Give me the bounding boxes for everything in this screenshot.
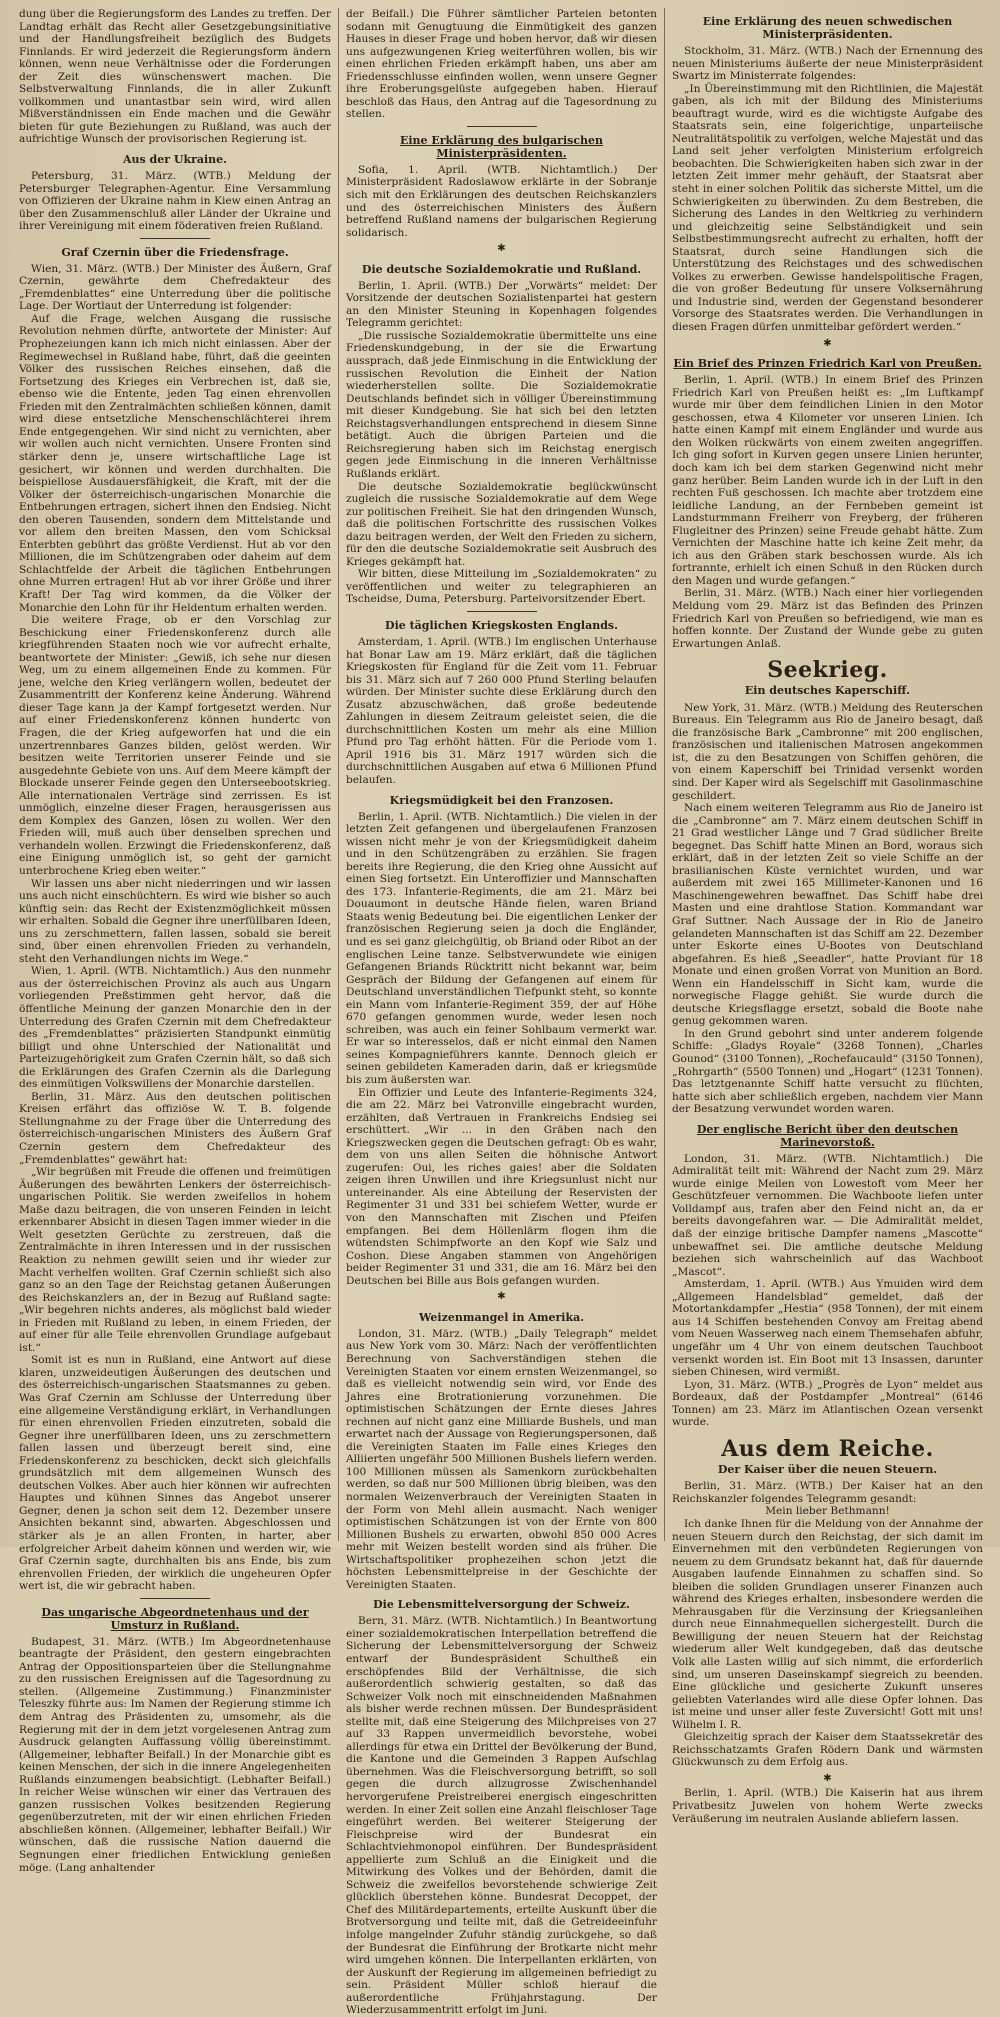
headline-raider-ship: Ein deutsches Kaperschiff. <box>744 684 911 698</box>
article-czernin-p6: Berlin, 31. März. Aus den deutschen politischen Kreisen erfährt das offiziöse W. T. B. folgende Stellungnahme zu der Frage über die Unterredung des österreichisch-ungarischen Ministers des Äußern Graf Czernin gestern dem Chefredakteur des „Fremdenblattes“ gewährt hat: <box>19 1090 331 1166</box>
article-kaiser-p3: Gleichzeitig sprach der Kaiser dem Staatssekretär des Reichsschatzamts Grafen Rödern Dank und wärmsten Glückwunsch zu dem Erfolg aus. <box>672 1731 983 1769</box>
column-middle <box>338 8 664 2017</box>
headline-ukraine: Aus der Ukraine. <box>122 153 227 167</box>
article-french-p1: Berlin, 1. April. (WTB. Nichtamtlich.) Die vielen in der letzten Zeit gefangenen und übergelaufenen Franzosen wissen nicht mehr je von der Kriegsmüdigkeit daheim und in den Schützengräben zu erzählen. Sie fragen bereits ihre Regierung, die den Krieg ohne Aussicht auf einen Sieg fortsetzt. Ein Unteroffizier und Mannschaften des 173. Infanterie-Regiments, die am 21. März bei Douaumont in deutsche Hände fielen, waren Briand Staats wenig Bedeutung bei. Die eigentlichen Lenker der französischen Regierung seien ja doch die Engländer, und es sei ganz gleichgültig, ob Briand oder Ribot an der englischen Leine tanze. Selbstverwundete wie einigen Gefangenen Briands Rücktritt nicht bekannt war, beim Gespräch der Bildung der Gefangenen auf einem für Deutschland unverständlichen Tiefpunkt steht, so konnte ein Mann vom Infanterie-Regiment 359, der auf Höhe 670 gefangen genommen wurde, weder lesen noch schreiben, was auch ein feiner Sohlbaum vermerkt war. Er war so interesselos, daß er nicht einmal den Namen seines Kompagnieführers kannte. Dennoch gleich er seinen gebildeten Kameraden darin, daß er kriegsmüde bis zum äußersten war. <box>346 810 657 1087</box>
article-czernin-p4: Wir lassen uns aber nicht niederringen und wir lassen uns auch nicht einschüchtern. Es wird wie bisher so auch künftig sein: das Recht der Existenzmöglichkeit müssen wir erhalten. Sobald die Gegner ihre unerfüllbaren Ideen, uns zu zerschmettern, fallen lassen, sobald sie bereit sind, über einen ehrenvollen Frieden zu verhandeln, steht den Verhandlungen nichts im Wege.“ <box>19 877 331 965</box>
section-star: ✱ <box>823 337 832 349</box>
article-prince-letter-p1: Berlin, 1. April. (WTB.) In einem Brief des Prinzen Friedrich Karl von Preußen heißt es: „Im Luftkampf wurde mir über dem feindlichen Linien in den Motor geschossen, etwa 4 Kilometer vor unseren Linien. Ich hatte einen Kampf mit einem Engländer und wurde aus den Wolken rückwärts von einem zweiten angegriffen. Ich ging sofort in Kurven gegen unsere Linien herunter, doch kam ich bei dem starken Gegenwind nicht mehr ganz herüber. Beim Landen wurde ich in der Luft in den rechten Fuß geschossen. Ich machte aber trotzdem eine leidliche Landung, an der Fernbeben gemeint ist Landsturmmann Freiherr von Freyberg, der früheren Flugleitner des Prinzen) seine Freude gehabt hätte. Zum Vernichten der Maschine hatte ich keine Zeit mehr, da ich aus den Gräben stark beschossen wurde. Als ich fortrannte, erhielt ich einen Schuß in den Rücken durch den Magen und wurde gefangen.“ <box>672 374 983 587</box>
article-kaiser-salutation: Mein lieber Bethmann! <box>765 1505 890 1518</box>
headline-czernin: Graf Czernin über die Friedensfrage. <box>61 245 289 259</box>
article-raider-p1: New York, 31. März. (WTB.) Meldung des Reuterschen Bureaus. Ein Telegramm aus Rio de Janeiro besagt, daß die französische Bark „Cambronne“ mit 200 englischen, französischen und italienischen Matrosen angekommen ist, die zu den Besatzungen von Schiffen gehören, die von einem Kaperschiff bei Trinidad versenkt worden sind. Der Kaper wird als Segelschiff mit Gasolinmaschine geschildert. <box>672 701 983 802</box>
headline-swedish-pm: Eine Erklärung des neuen schwedischen Ministerpräsidenten. <box>702 15 953 41</box>
headline-french-war-weariness: Kriegsmüdigkeit bei den Franzosen. <box>389 793 614 807</box>
headline-social-democracy: Die deutsche Sozialdemokratie und Rußland. <box>361 262 642 276</box>
article-wheat-shortage: London, 31. März. (WTB.) „Daily Telegraph“ meldet aus New York vom 30. März: Nach der veröffentlichten Berechnung von Sachverständigen stehen die Vereinigten Staaten vor einem ernsten Weizenmangel, so daß es vielleicht notwendig sein wird, vor Ende des Jahres eine Brotrationierung vorzunehmen. Die optimistischen Schätzungen der Ernte dieses Jahres rechnen auf nicht ganz eine Milliarde Bushels, und man erwartet nach der Aussage von Regierungspersonen, daß die Vereinigten Staaten im Falle eines Krieges den Alliierten ungefähr 500 Millionen Bushels liefern werden. 100 Millionen müssen als Samenkorn zurückbehalten werden, so daß nur 500 Millionen übrig bleiben, was den normalen Weizenverbrauch der Vereinigten Staaten in der Form von Mehl allein ausmacht. Nach weniger optimistischen Schätzungen ist von der Ernte von 800 Millionen Bushels zu erwarten, obwohl 850 000 Acres mehr mit Weizen bestellt worden sind als früher. Die Wirtschaftspolitiker prophezeihen schon jetzt die höchsten Lebensmittelpreise in der Geschichte der Vereinigten Staaten. <box>346 1327 657 1591</box>
article-empress-jewels: Berlin, 1. April. (WTB.) Die Kaiserin hat aus ihrem Privatbesitz Juwelen von hohem Werte zwecks Veräußerung im neutralen Auslande abliefern lassen. <box>672 1787 983 1825</box>
article-war-costs: Amsterdam, 1. April. (WTB.) Im englischen Unterhause hat Bonar Law am 19. März erklärt, daß die täglichen Kriegskosten für England für die Zeit vom 11. Februar bis 31. März sich auf 7 260 000 Pfund Sterling belaufen würden. Der Minister suchte diese Erklärung durch den Zusatz abzuschwächen, daß große bedeutende Zahlungen in diesem Zeitraum geleistet seien, die die durchschnittlichen Kosten um mehr als eine Million Pfund pro Tag erhöht hätten. Für die Periode vom 1. April 1916 bis 31. März 1917 würden sich die durchschnittlichen Ausgaben auf etwa 6 Millionen Pfund belaufen. <box>346 635 657 786</box>
headline-wheat-shortage: Weizenmangel in Amerika. <box>418 1310 585 1324</box>
section-star: ✱ <box>497 1291 506 1303</box>
article-finland-continuation: dung über die Regierungsform des Landes zu treffen. Der Landtag erhält das Recht aller Gesetzgebungsinitiative und der Handlungsfreiheit bezüglich des Budgets Finnlands. Er wird jederzeit die Regierungsform ändern können, wenn neue Verhältnisse oder die Forderungen der Zeit dies wünschenswert machen. Die Selbstverwaltung Finnlands, die in aller Zukunft vollkommen und unantastbar sein wird, wird allen Mißverständnissen ein Ende machen und die Gewähr bieten für gute Beziehungen zu Rußland, was auch der aufrichtige Wunsch der provisorischen Regierung ist. <box>19 8 331 146</box>
article-kaiser-p2: Ich danke Ihnen für die Meldung von der Annahme der neuen Steuern durch den Reichstag, der sich damit im Einvernehmen mit den verbündeten Regierungen von neuem zu dem Grundsatz bekannt hat, daß für dauernde Ausgaben laufende Einnahmen zu schaffen sind. So bleiben die soliden Grundlagen unserer Finanzen auch während des Krieges erhalten, insbesondere werden die Mehrausgaben für die Verzinsung der Kriegsanleihen durch neue Einnahmequellen sichergestellt. Durch die Bewilligung der neuen Steuern hat der Reichstag wiederum aller Welt kundgegeben, daß das deutsche Volk alle Lasten willig auf sich nimmt, die erforderlich sind, um unseren Daseinskampf siegreich zu beenden. Eine glückliche und gesicherte Zukunft unseres geliebten Vaterlandes wird alle diese Opfer lohnen. Das ist meine und unser aller feste Zuversicht! Gott mit uns! Wilhelm I. R. <box>672 1517 983 1731</box>
headline-war-costs: Die täglichen Kriegskosten Englands. <box>385 618 618 632</box>
article-czernin-p8: Somit ist es nun in Rußland, eine Antwort auf diese klaren, unzweideutigen Äußerungen des deutschen und des österreichisch-ungarischen Staatsmannes zu geben. Was Graf Czernin am Schlusse der Unterredung über eine allgemeine Verständigung erklärt, in Verhandlungen für einen ehrenvollen Frieden einzutreten, sobald die Gegner ihre unerfüllbaren Ideen, uns zu zerschmettern fallen lassen und überzeugt bereit sind, eine Friedenskonferenz zu beschicken, deckt sich gleichfalls grundsätzlich mit dem allgemeinen Wunsch des deutschen Volkes. Aber auch hier können wir aufrechten Hauptes und kühnen Sinnes das Angebot unserer Gegner, denen ja schon seit dem 12. Dezember unsere Ansichten bekannt sind, abwarten. Abgeschlossen und stärker als je an allen Fronten, in harter, aber erfolgreicher Arbeit daheim können und werden wir, wie Graf Czernin sagte, durchhalten bis ans Ende, bis zum ehrenvollen Frieden, der wirklich die ungeheuren Opfer wert ist, die wir gebracht haben. <box>19 1354 331 1593</box>
headline-hungarian-parliament: Das ungarische Abgeordnetenhaus und der Umsturz in Rußland. <box>41 1605 309 1632</box>
headline-swiss-food-supply: Die Lebensmittelversorgung der Schweiz. <box>373 1598 630 1612</box>
headline-kaiser-taxes: Der Kaiser über die neuen Steuern. <box>717 1462 938 1476</box>
article-social-democracy-p1: Berlin, 1. April. (WTB.) Der „Vorwärts“ meldet: Der Vorsitzende der deutschen Sozialistenpartei hat gestern an den Minister Steuning in Kopenhagen folgendes Telegramm gerichtet: <box>346 279 657 330</box>
article-french-p2: Ein Offizier und Leute des Infanterie-Regiments 324, die am 22. März bei Vatronville eingebracht wurden, erzählten, daß Vertrauen in Frankreichs Endsieg sei erschüttert. „Wir ... in den Gräben nach den Kriegszwecken gegen die Deutschen gefragt: Ob es wahr, dem von uns allen Seiten die höhnische Antwort zugerufen: Oui, les riches gaies! aber die Soldaten zeigen ihren Unwillen und ihre Kriegsunlust nicht nur untereinander. Als eine Abteilung der Reservisten der Regimenter 31 und 331 bei schiefem Wetter, wurde er von den Mannschaften mit Zischen und Pfeifen empfangen. Bei dem Höllenlärm flogen ihm die wütendsten Schimpfworte an den Kopf wie Salz und Coshon. Diese Angaben stammen von Angehörigen beider Regimenter 31 und 331, die am 16. März bei den Deutschen bei Bille aus Bois gefangen wurden. <box>346 1086 657 1287</box>
article-raider-p2: Nach einem weiteren Telegramm aus Rio de Janeiro ist die „Cambronne“ am 7. März einem deutschen Schiff in 21 Grad westlicher Länge und 7 Grad südlicher Breite begegnet. Das Schiff hatte Minen an Bord, woraus sich erklärt, daß in der letzten Zeit so viele Schiffe an der brasilianischen Küste vernichtet wurden, und war außerdem mit zwei 165 Millimeter-Kanonen und 16 Maschinengewehren bewaffnet. Das Schiff habe drei Masten und eine drahtlose Station. Kommandant war Graf Suttner. Nach Aussage der in Rio de Janeiro gelandeten Mannschaften ist das Schiff am 22. Dezember unter Eskorte eines U-Bootes von Deutschland abgefahren. Es hieß „Seeadler“, hatte Proviant für 18 Monate und einen großen Vorrat von Munition an Bord. Wenn ein Handelsschiff in Sicht kam, wurde die norwegische Flagge gehißt. Sie wurde durch die deutsche Kriegsflagge ersetzt, sobald die Boote nahe genug gekommen waren. <box>672 802 983 1028</box>
divider <box>467 126 537 127</box>
divider <box>140 1598 210 1599</box>
article-hungarian-continuation: der Beifall.) Die Führer sämtlicher Parteien betonten sodann mit Genugtuung die Einmütigkeit des ganzen Hauses in dieser Frage und hoben hervor, daß wir diesen uns aufgezwungenen Krieg weiterführen wollen, bis wir einen ehrlichen Frieden erkämpft haben, uns aber am Friedensschlusse einfinden wollen, wenn unsere Gegner ihre Eroberungsgelüste aufgegeben haben. Hierauf beschloß das Haus, den Antrag auf die Tagesordnung zu stellen. <box>346 8 657 121</box>
column-right <box>664 8 990 1825</box>
column-left <box>12 8 338 1874</box>
divider <box>140 238 210 239</box>
section-star: ✱ <box>823 1772 832 1784</box>
article-naval-raid-p1: London, 31. März. (WTB. Nichtamtlich.) Die Admiralität teilt mit: Während der Nacht zum 29. März wurde einige Meilen von Lowestoft vom Meer her Geschützfeuer vernommen. Die Wachboote liefen unter Volldampf aus, trafen aber den Feind nicht an, da er bereits davongefahren war. — Die Admiralität meldet, daß der einzige britische Dampfer namens „Mascotte“ unbewaffnet sei. Die amtliche deutsche Meldung beziehen sich wahrscheinlich auf das Wachboot „Mascot“. <box>672 1152 983 1278</box>
article-kaiser-p1: Berlin, 31. März. (WTB.) Der Kaiser hat an den Reichskanzler folgendes Telegramm gesandt: <box>672 1480 983 1505</box>
article-naval-raid-p2: Amsterdam, 1. April. (WTB.) Aus Ymuiden wird dem „Allgemeen Handelsblad“ gemeldet, daß der Motortankdampfer „Hestia“ (958 Tonnen), der mit einem aus 14 Schiffen bestehenden Convoy am Freitag abend vom Neuen Wasserweg nach einem Themsehafen abfuhr, ungefähr um 4 Uhr von einem deutschen Tauchboot versenkt worden ist. Ein Boot mit 13 Insassen, darunter sieben Chinesen, wird vermißt. <box>672 1278 983 1379</box>
article-czernin-p1: Wien, 31. März. (WTB.) Der Minister des Äußern, Graf Czernin, gewährte dem Chefredakteur des „Fremdenblattes“ eine Unterredung über die politische Lage. Der Wortlaut der Unterredung ist folgender: <box>19 262 331 313</box>
section-star: ✱ <box>497 243 506 255</box>
section-title-reich: Aus dem Reiche. <box>721 1435 934 1462</box>
article-raider-p3: In den Grund gebohrt sind unter anderem folgende Schiffe: „Gladys Royale“ (3268 Tonnen), „Charles Gounod“ (3100 Tonnen), „Rochefaucauld“ (3150 Tonnen), „Rohrgarth“ (5500 Tonnen) und „Hogart“ (1231 Tonnen). Das letztgenannte Schiff hatte versucht zu flüchten, hatte sich aber schließlich ergeben, nachdem vier Mann der Besatzung verwundet worden waren. <box>672 1027 983 1116</box>
article-prince-letter-p2: Berlin, 31. März. (WTB.) Nach einer hier vorliegenden Meldung vom 29. März ist das Befinden des Prinzen Friedrich Karl von Preußen so befriedigend, wie man es hoffen konnte. Der Zustand der Wunde gebe zu guten Erwartungen Anlaß. <box>672 587 983 650</box>
article-social-democracy-p4: Wir bitten, diese Mitteilung im „Sozialdemokraten“ zu veröffentlichen und weiter zu telegraphieren an Tscheidse, Duma, Petersburg. Parteivorsitzender Ebert. <box>346 568 657 606</box>
article-bulgarian-pm: Sofia, 1. April. (WTB. Nichtamtlich.) Der Ministerpräsident Radoslawow erklärte in der Sobranje sich mit den Erklärungen des deutschen Reichskanzlers und des österreichischen Ministers des Äußern betreffend Rußland namens der bulgarischen Regierung solidarisch. <box>346 163 657 239</box>
article-ukraine: Petersburg, 31. März. (WTB.) Meldung der Petersburger Telegraphen-Agentur. Eine Versammlung von Offizieren der Ukraine nahm in Kiew einen Antrag an über den Zusammenschluß aller Länder der Ukraine und ihrer Vereinigung mit einem föderativen freien Rußland. <box>19 170 331 233</box>
article-social-democracy-p3: Die deutsche Sozialdemokratie beglückwünscht zugleich die russische Sozialdemokratie auf dem Wege zur politischen Freiheit. Sie hat den dringenden Wunsch, daß die politischen Fortschritte des russischen Volkes dazu beitragen werden, der Welt den Frieden zu sichern, für den die deutsche Sozialdemokratie seit Ausbruch des Krieges gekämpft hat. <box>346 480 657 568</box>
headline-naval-raid-report: Der englische Bericht über den deutschen Marinevorstoß. <box>696 1122 959 1149</box>
article-czernin-p2: Auf die Frage, welchen Ausgang die russische Revolution nehmen dürfte, antwortete der Minister: Auf Prophezeiungen kann ich mich nicht einlassen. Aber der Regimewechsel in Rußland habe, führt, daß die geeinten Völker des russischen Reiches einsehen, daß die Fortsetzung des Krieges ein Verbrechen ist, daß sie, ebenso wie die Entente, jeden Tag einen ehrenvollen Frieden mit den Zentralmächten schließen können, damit wird diese entsetzliche Menschenschlächterei ihrem Ende entgegengehen. Wir sind nicht zu vernichten, aber wir wollen auch nicht vernichten. Unsere Fronten sind stärker denn je, unsere wirtschaftliche Lage ist gesichert, wir können und werden durchhalten. Die beispiellose Ausdauersfähigkeit, die Kraft, mit der die Völker der österreichisch-ungarischen Monarchie die Entbehrungen ertragen, sichert ihnen den Endsieg. Nicht den oberen Tausenden, sondern dem Mittelstande und vor allem den breiten Massen, den vom Schicksal Enterbten gebührt das größte Verdienst. Hut ab vor den Millionen, die im Schützengraben oder daheim auf dem Schlachtfelde der Arbeit die täglichen Entbehrungen ohne Murren ertragen! Hut ab vor ihrer Größe und ihrer Kraft! Der Tag wird kommen, da die Völker der Monarchie den Lohn für ihr Heldentum erhalten werden. <box>19 312 331 614</box>
section-title-naval-war: Seekrieg. <box>767 657 888 684</box>
headline-bulgarian-pm: Eine Erklärung des bulgarischen Ministerpräsidenten. <box>399 133 604 160</box>
article-swedish-p1: Stockholm, 31. März. (WTB.) Nach der Ernennung des neuen Ministeriums äußerte der neue Ministerpräsident Swartz im Ministerrate folgendes: <box>672 45 983 83</box>
article-swedish-p2: „In Übereinstimmung mit den Richtlinien, die Majestät gaben, als ich mit der Bildung des Ministeriums beauftragt wurde, wird es die wichtigste Aufgabe des Staatsrats sein, eine folgerichtige, unparteiische Neutralitätspolitik zu verfolgen, welche Majestät und das Land seit jeher verfolgten Ministerium erfolgreich beobachten. Die Schwierigkeiten haben sich zwar in der letzten Zeit immer mehr gehäuft, der Staatsrat aber steht in einer solchen Politik das sicherste Mittel, um die Schwierigkeiten zu überwinden. Zu dem Bestreben, die Sicherung des Landes in den Weltkrieg zu verhindern und gleichzeitig seine Selbständigkeit und sein Selbstbestimmungsrecht aufrecht zu erhalten, hofft der Staatsrat, durch seine Handlungen sich die Unterstützung des Reichstages und des schwedischen Volkes zu erwerben. Gewisse handelspolitische Fragen, die von großer Bedeutung für unsere Volksernährung und Industrie sind, werden der Gegenstand besonderer Vorsorge des Staatsrates werden. Die Verhandlungen in diesen Fragen dürfen unmittelbar gefördert werden.“ <box>672 82 983 334</box>
divider <box>467 611 537 612</box>
article-czernin-p5: Wien, 1. April. (WTB. Nichtamtlich.) Aus den nunmehr aus der österreichischen Provinz als auch aus Ungarn vorliegenden Preßstimmen geht hervor, daß die öffentliche Meinung der ganzen Monarchie den in der Unterredung des Grafen Czernin mit dem Chefredakteur des „Fremdenblattes“ präzisierten Standpunkt einmütig billigt und ohne Unterschied der Nationalität und Parteizugehörigkeit zum Grafen Czernin hält, so daß sich die Erklärungen des Grafen Czernin als die Darlegung des einmütigen Volkswillens der Monarchie darstellen. <box>19 965 331 1091</box>
article-naval-raid-p3: Lyon, 31. März. (WTB.) „Progrès de Lyon“ meldet aus Bordeaux, daß der Postdampfer „Montreal“ (6146 Tonnen) am 23. März im Atlantischen Ozean versenkt wurde. <box>672 1378 983 1429</box>
article-czernin-p7: „Wir begrüßen mit Freude die offenen und freimütigen Äußerungen des bewährten Lenkers der österreichisch-ungarischen Politik. Sie werden zweifellos in hohem Maße dazu beitragen, die von unseren Feinden in leicht erkennbarer Absicht in diesen Tagen immer wieder in die Welt gesetzten Gerüchte zu zerstreuen, daß die Zentralmächte in ihren Interessen und in der russischen Reaktion zu nehmen gewillt seien und ihr wieder zur Macht verhelfen wollten. Graf Czernin schließt sich also ganz so an den Tage der Reichstag getanen Äußerungen des Reichskanzlers an, der in Bezug auf Rußland sagte: „Wir begehren nichts anderes, als möglichst bald wieder in Frieden mit Rußland zu leben, in einem Frieden, der auf einer für alle Teile ehrenvollen Grundlage aufgebaut ist.“ <box>19 1166 331 1354</box>
headline-prince-letter: Ein Brief des Prinzen Friedrich Karl von Preußen. <box>673 357 982 371</box>
article-social-democracy-p2: „Die russische Sozialdemokratie übermittelte uns eine Friedenskundgebung, in der sie die Erwartung aussprach, daß jede Einmischung in die Entwicklung der russischen Revolution die Einheit der Nation wiederherstellen sollte. Die Sozialdemokratie Deutschlands befindet sich in völliger Übereinstimmung mit dieser Kundgebung. Sie hat sich bei den letzten Reichstagsverhandlungen entsprechend in diesem Sinne betätigt. Auch die übrigen Parteien und die Reichsregierung haben sich im Reichstag energisch gegen jede Einmischung in die inneren Verhältnisse Rußlands erklärt. <box>346 329 657 480</box>
article-czernin-p3: Die weitere Frage, ob er den Vorschlag zur Beschickung einer Friedenskonferenz durch alle kriegführenden Staaten noch wie vor aufrecht erhalte, beantwortete der Minister: „Gewiß, ich sehe nur diesen Weg, um zu einem allgemeinen Ende zu kommen. Für jene, welche den Krieg verlängern wollen, bedeutet der Zusammentritt der Konferenz keine Änderung. Während dieser Tage kann ja der Kampf fortgesetzt werden. Nur auf einer Friedenskonferenz können hundertc von Fragen, die der Krieg aufgeworfen hat und die ein unzertrennbares Ganzes bilden, gelöst werden. Wir besitzen weite Territorien unserer Feinde und sie ausgedehnte Gebiete von uns. Auf dem Meere kämpft der Blockade unserer Feinde gegen den Unterseebootskrieg. Alle internationalen Verträge sind zerrissen. Es ist unmöglich, einzelne dieser Fragen, herausgerissen aus dem Komplex des Ganzen, lösen zu wollen. Wer den Frieden will, muß auch über denselben sprechen und verhandeln wollen. Erzwingt die Friedenskonferenz, daß eine Einigung unmöglich ist, so geht der garnicht unterbrochene Krieg eben weiter.“ <box>19 614 331 877</box>
article-swiss-food-supply: Bern, 31. März. (WTB. Nichtamtlich.) In Beantwortung einer sozialdemokratischen Interpellation betreffend die Sicherung der Lebensmittelversorgung der Schweiz entwarf der Bundespräsident Schultheß ein erschöpfendes Bild der Verhältnisse, die sich außerordentlich schwierig gestalten, so daß das Schweizer Volk noch mit einschneidenden Maßnahmen als bisher werde rechnen müssen. Der Bundespräsident stellte mit, daß eine Steigerung des Milchpreises von 27 auf 33 Rappen unvermeidlich bevorstehe, wobei allerdings für etwa ein Drittel der Bevölkerung der Bund, die Kantone und die Gemeinden 3 Rappen Aufschlag übernehmen. Was die Fleischversorgung betrifft, so soll gegen die durch allzugrosse Zwischenhandel hervorgerufene Preistreiberei energisch eingeschritten werden. In einer Zeit sollen eine Anzahl fleischloser Tage eingeführt werden. Bei weiterer Steigerung der Fleischpreise wird der Bundesrat ein Schlachtviehmonopol einführen. Der Bundespräsident appellierte zum Schluß an die Einigkeit und die Mitwirkung des Volkes und der Behörden, damit die Schweiz die zweifellos bevorstehende schwierige Zeit glücklich überstehen könne. Bundesrat Decoppet, der Chef des Militärdepartements, erteilte Auskunft über die Brotversorgung und teilte mit, daß die Getreideeinfuhr infolge mangelnder Zufuhr ständig zurückgehe, so daß der Bundesrat die Einführung der Brotkarte nicht mehr wird umgehen können. Die Interpellanten erklärten, von der Auskunft der Regierung im allgemeinen befriedigt zu sein. Präsident Müller schloß hierauf die außerordentliche Frühjahrstagung. Der Wiederzusammentritt erfolgt im Juni. <box>346 1615 657 2017</box>
article-hungarian-parliament: Budapest, 31. März. (WTB.) Im Abgeordnetenhause beantragte der Präsident, den gestern eingebrachten Antrag der Oppositionsparteien über die Stellungnahme zu den russischen Ereignissen auf die Tagesordnung zu stellen. (Allgemeine Zustimmung.) Finanzminister Teleszky führte aus: Im Namen der Regierung stimme ich dem Antrag des Präsidenten zu, umsomehr, als die Regierung mit der in dem jetzt vorgelesenen Antrag zum Ausdruck gelangten Auffassung völlig übereinstimmt. (Allgemeiner, lebhafter Beifall.) In der Monarchie gibt es keinen Menschen, der sich in die innere Angelegenheiten Rußlands einzumengen beabsichtigt. (Lebhafter Beifall.) In reicher Weise wünschen wir einer das Vertrauen des ganzen russischen Volkes besitzenden Regierung gegenüberzutreten, mit der wir einen ehrlichen Frieden abschließen können. (Allgemeiner, lebhafter Beifall.) Wir wünschen, daß die russische Nation dauernd die Segnungen einer friedlichen Entwicklung genießen möge. (Lang anhaltender <box>19 1635 331 1874</box>
